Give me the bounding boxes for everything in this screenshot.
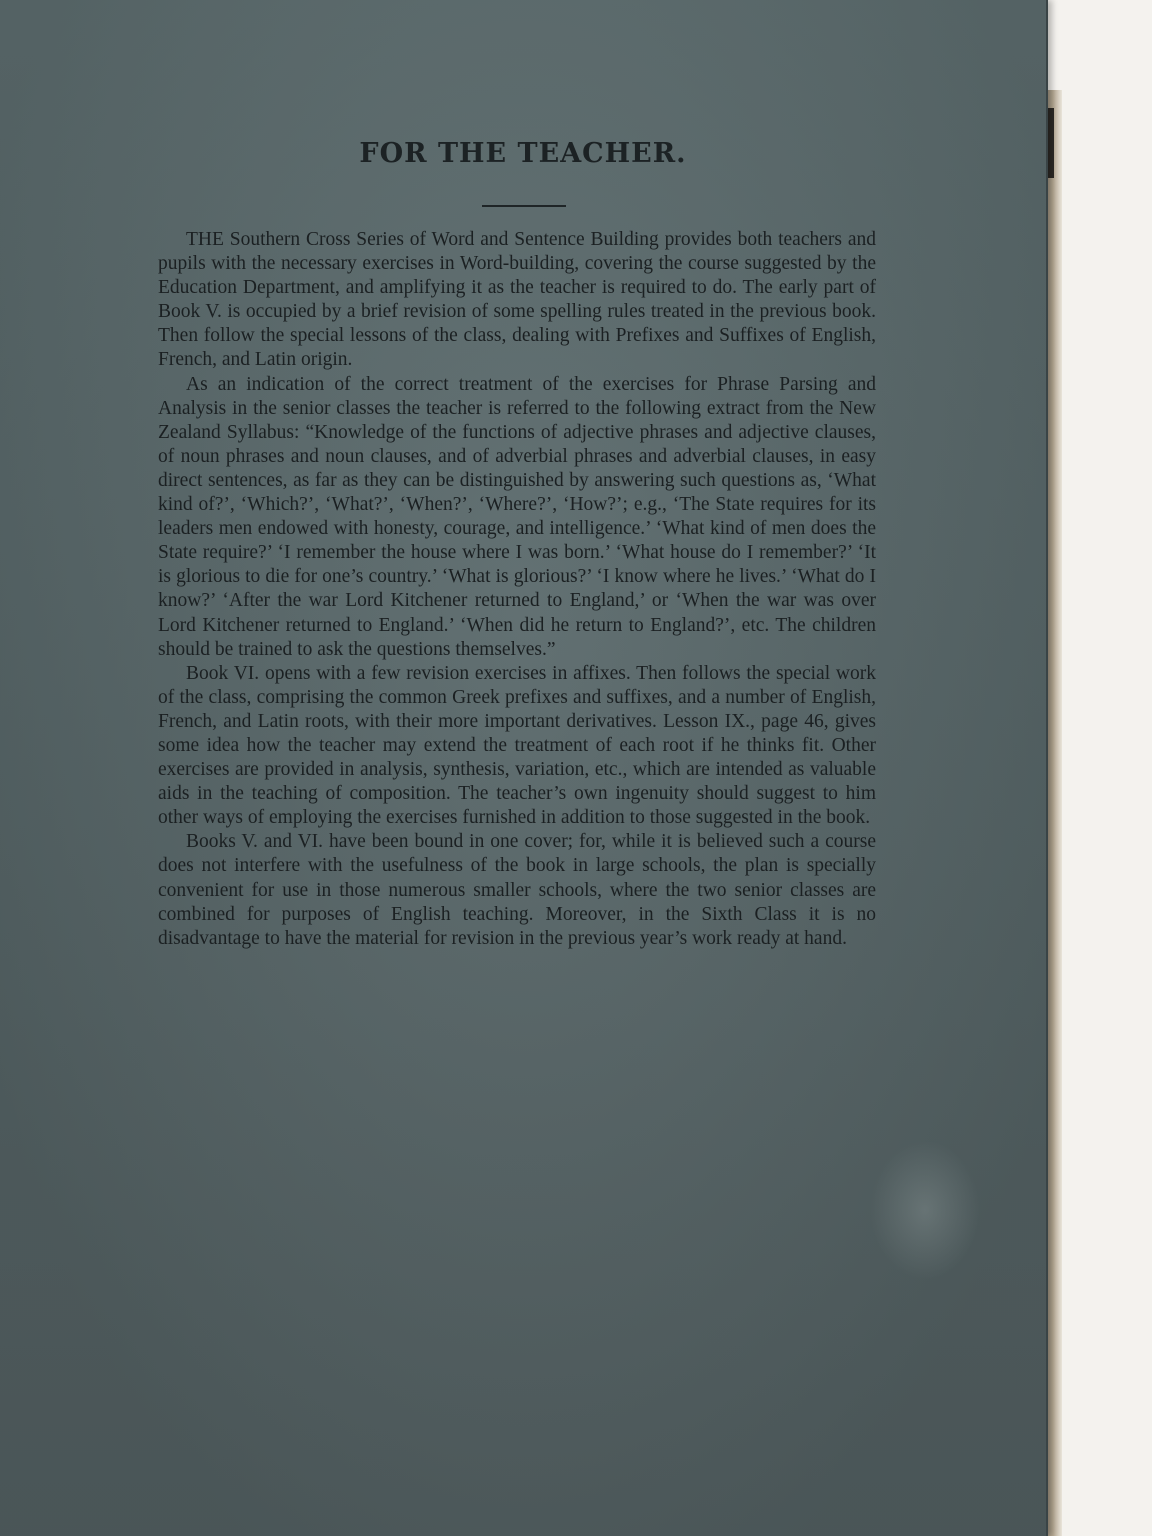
- page-title: FOR THE TEACHER.: [359, 138, 687, 169]
- paragraph-book-six: Book VI. opens with a few revision exercises in affixes. Then follows the special work of the class, comprising the common Greek prefixes and suffixes, and a number of English, French, and Latin roots, with their more important derivatives. Lesson IX., page 46, gives some idea how the teacher may extend the treatment of each root if he thinks fit. Other exercises are provided in analysis, synthesis, variation, etc., which are intended as valuable aids in the teaching of composition. The teacher’s own ingenuity should suggest to him other ways of employing the exercises furnished in addition to those suggested in the book.: [158, 662, 876, 829]
- paragraph-binding: Books V. and VI. have been bound in one cover; for, while it is believed such a course does not interfere with the usefulness of the book in large schools, the plan is specially convenient for use in those numerous smaller schools, where the two senior classes are combined for purposes of English teaching. Moreover, in the Sixth Class it is no disadvantage to have the material for revision in the previous year’s work ready at hand.: [158, 831, 876, 949]
- body-text: [158, 228, 876, 951]
- paragraph-syllabus-extract: As an indication of the correct treatment of the exercises for Phrase Parsing and Analysis in the senior classes the teacher is referred to the following extract from the New Zealand Syllabus: “Knowledge of the functions of adjective phrases and adjective clauses, of noun phrases and noun clauses, and of adverbial phrases and adverbial clauses, in easy direct sentences, as far as they can be distinguished by answering such questions as, ‘What kind of?’, ‘Which?’, ‘What?’, ‘When?’, ‘Where?’, ‘How?’; e.g., ‘The State requires for its leaders men endowed with honesty, courage, and intelligence.’ ‘What kind of men does the State require?’ ‘I remember the house where I was born.’ ‘What house do I remember?’ ‘It is glorious to die for one’s country.’ ‘What is glorious?’ ‘I know where he lives.’ ‘What do I know?’ ‘After the war Lord Kitchener returned to England,’ or ‘When the war was over Lord Kitchener returned to England.’ ‘When did he return to England?’, etc. The children should be trained to ask the questions themselves.”: [158, 373, 876, 660]
- title-divider: [482, 205, 566, 207]
- paragraph-intro: THE Southern Cross Series of Word and Sentence Building provides both teachers and pupils with the necessary exercises in Word-building, covering the course suggested by the Education Department, and amplifying it as the teacher is required to do. The early part of Book V. is occupied by a brief revision of some spelling rules treated in the previous book. Then follow the special lessons of the class, dealing with Prefixes and Suffixes of English, French, and Latin origin.: [158, 229, 876, 371]
